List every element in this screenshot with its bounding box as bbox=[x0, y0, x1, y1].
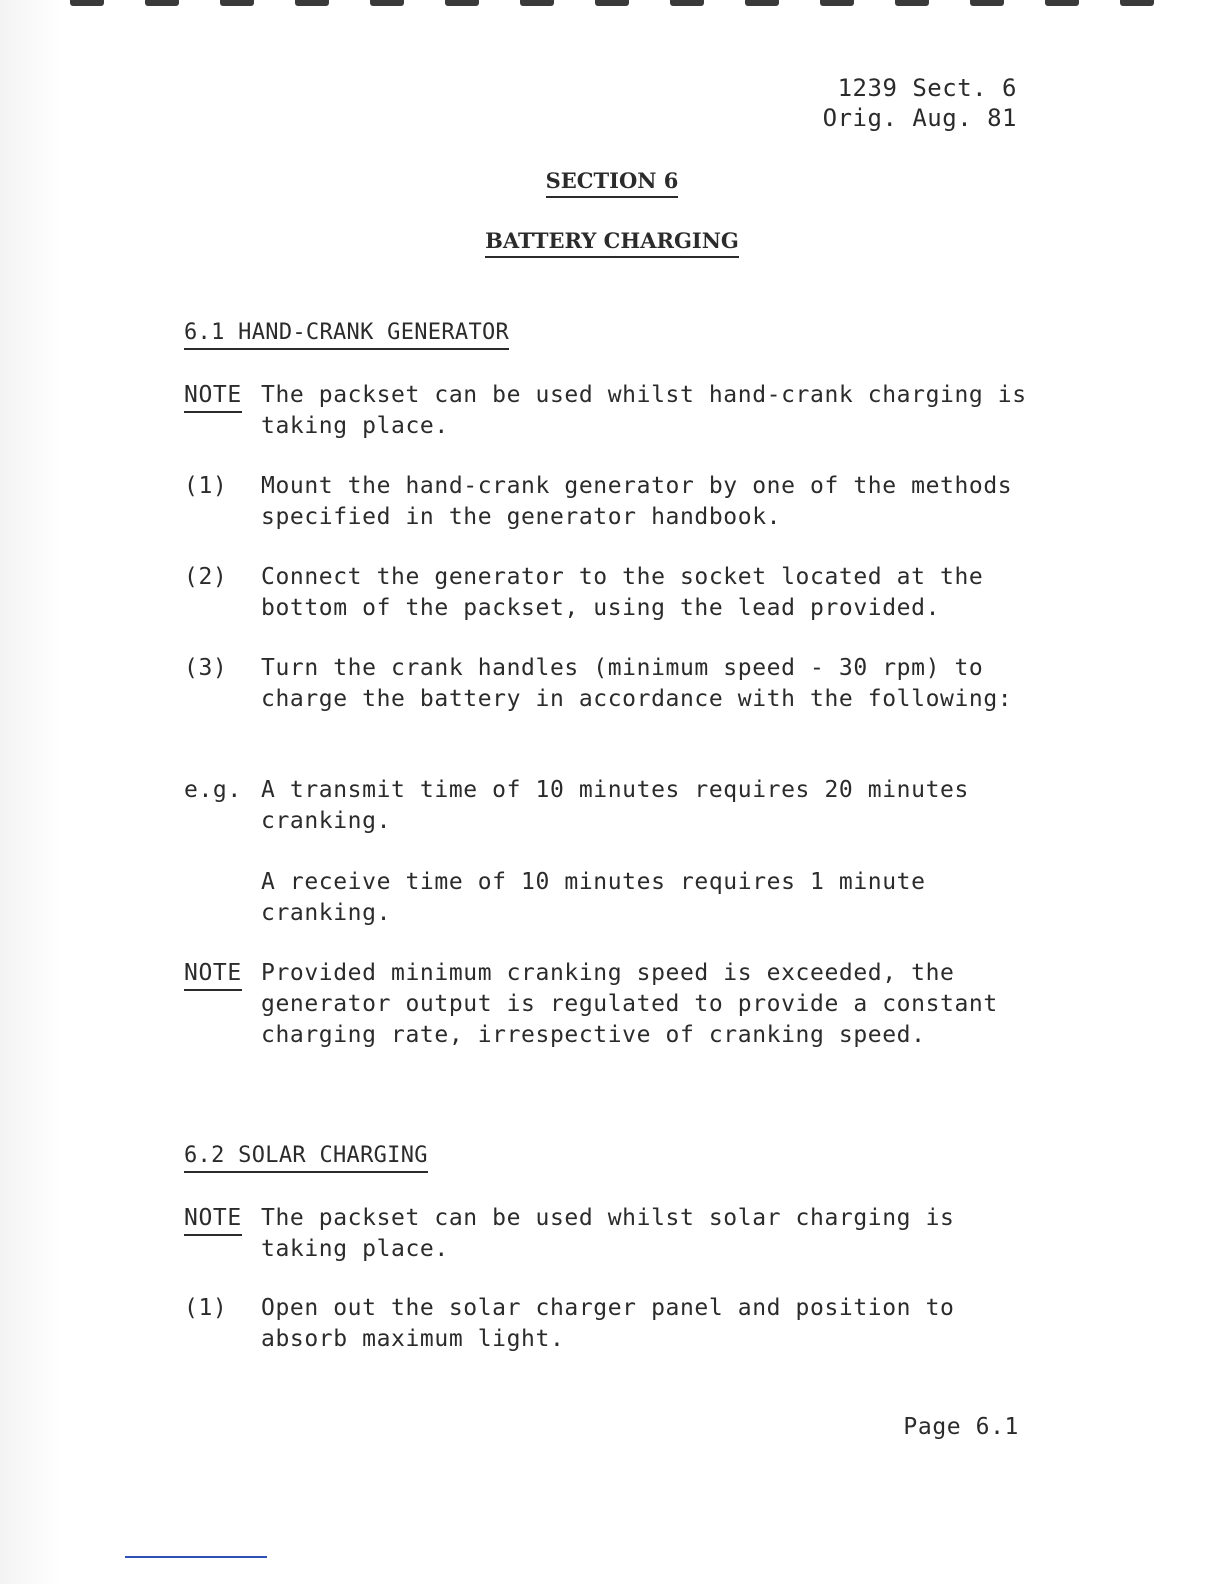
step-label: (2) bbox=[184, 564, 228, 590]
step-text: Connect the generator to the socket located at the bottom of the packset, using the lead provided. bbox=[261, 564, 984, 621]
document-reference: 1239 Sect. 6 bbox=[837, 74, 1017, 102]
step-label: (1) bbox=[184, 473, 228, 499]
step-text: Open out the solar charger panel and position to absorb maximum light. bbox=[261, 1295, 955, 1352]
note-cranking-speed bbox=[184, 958, 1034, 1051]
example-text: A transmit time of 10 minutes requires 20 minutes cranking. bbox=[261, 777, 969, 834]
example-transmit-time bbox=[184, 775, 1034, 837]
note-hand-crank-usage bbox=[184, 380, 1034, 442]
scan-artifact-line bbox=[125, 1556, 267, 1558]
section-title-text: SECTION 6 bbox=[546, 168, 679, 198]
section-subtitle bbox=[0, 228, 1224, 253]
heading-solar-charging bbox=[184, 1143, 428, 1168]
note-label: NOTE bbox=[184, 380, 260, 411]
step-3-turn-crank bbox=[184, 653, 1034, 715]
note-text: The packset can be used whilst hand-crank charging is taking place. bbox=[261, 382, 1027, 439]
step-label: (1) bbox=[184, 1295, 228, 1321]
note-label: NOTE bbox=[184, 1203, 260, 1234]
heading-solar-text: 6.2 SOLAR CHARGING bbox=[184, 1143, 428, 1173]
section-title bbox=[0, 168, 1224, 193]
step-label: (3) bbox=[184, 655, 228, 681]
step-text: Turn the crank handles (minimum speed - 30 rpm) to charge the battery in accordance with the following: bbox=[261, 655, 1013, 712]
heading-hand-crank-generator bbox=[184, 320, 509, 345]
note-solar-usage bbox=[184, 1203, 1034, 1265]
origination-date: Orig. Aug. 81 bbox=[822, 104, 1017, 132]
example-label: e.g. bbox=[184, 777, 242, 803]
page-number: Page 6.1 bbox=[903, 1414, 1019, 1440]
heading-hand-crank-text: 6.1 HAND-CRANK GENERATOR bbox=[184, 320, 509, 350]
example-receive-time bbox=[184, 867, 1034, 929]
note-text: The packset can be used whilst solar charging is taking place. bbox=[261, 1205, 955, 1262]
step-1-open-solar-panel bbox=[184, 1293, 1034, 1355]
step-2-connect-generator bbox=[184, 562, 1034, 624]
note-text: Provided minimum cranking speed is exceeded, the generator output is regulated to provide a constant charging rate, irrespective of cranking speed. bbox=[261, 960, 998, 1048]
step-text: Mount the hand-crank generator by one of the methods specified in the generator handbook. bbox=[261, 473, 1013, 530]
step-1-mount-generator bbox=[184, 471, 1034, 533]
binding-holes-strip bbox=[0, 0, 1224, 10]
example-text: A receive time of 10 minutes requires 1 minute cranking. bbox=[261, 869, 926, 926]
note-label: NOTE bbox=[184, 958, 260, 989]
section-subtitle-text: BATTERY CHARGING bbox=[485, 228, 739, 258]
